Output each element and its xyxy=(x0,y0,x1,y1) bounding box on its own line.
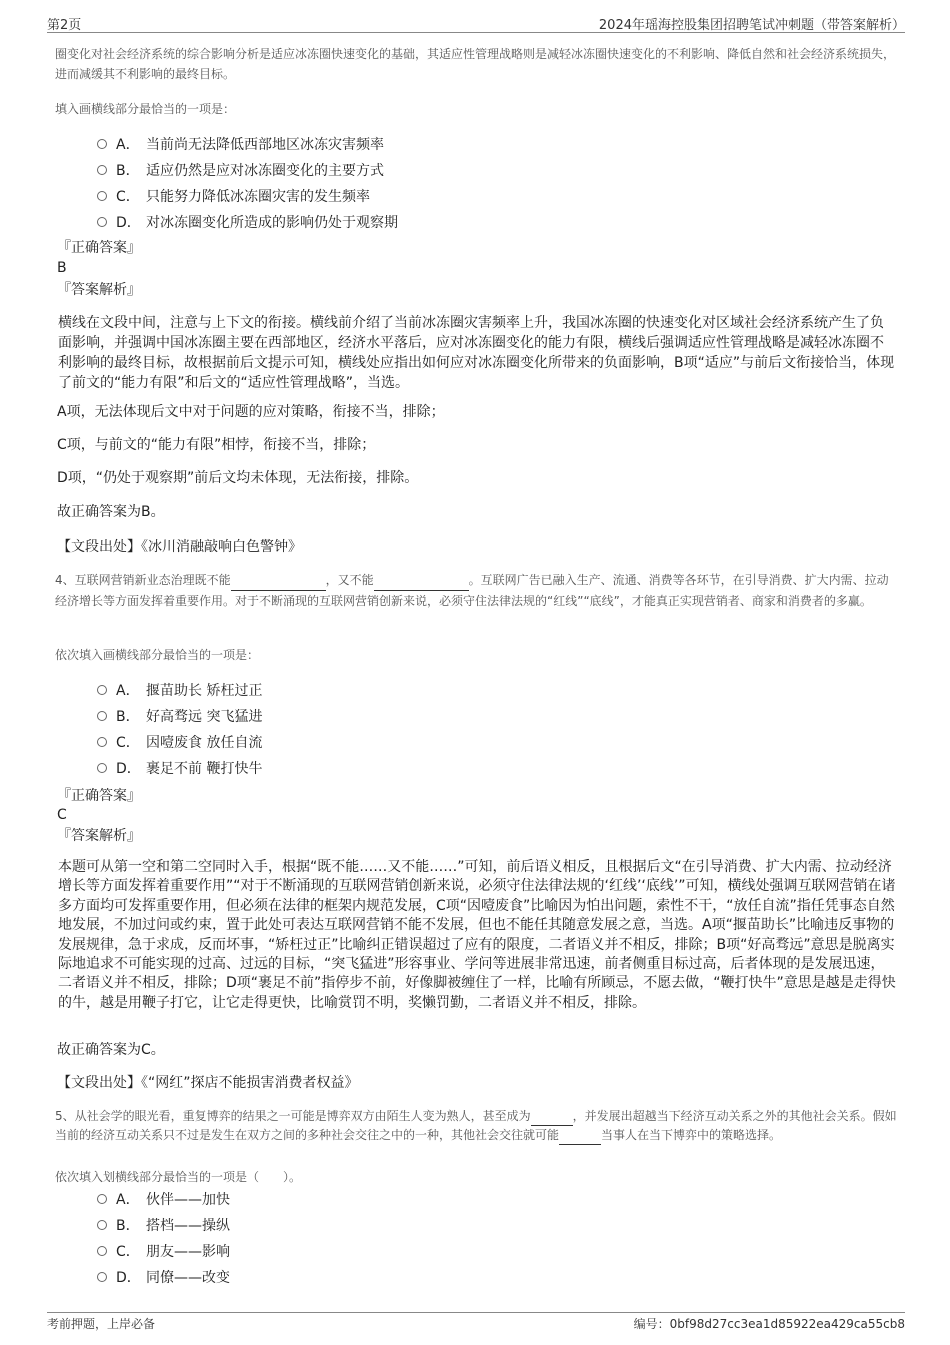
q4-option-a[interactable]: A． 揠苗助长 矫枉过正 xyxy=(97,681,262,701)
document-serial: 编号：0bf98d27cc3ea1d85922ea429ca55cb8 xyxy=(633,1317,905,1331)
document-title: 2024年瑶海控股集团招聘笔试冲刺题（带答案解析） xyxy=(598,18,905,33)
q3-option-b[interactable]: B． 适应仍然是应对冰冻圈变化的主要方式 xyxy=(97,161,384,181)
q3-analysis: 横线在文段中间，注意与上下文的衔接。横线前介绍了当前冰冻圈灾害频率上升，我国冰冻圈的快速变化对区域社会经济系统产生了负面影响，并强调中国冰冻圈主要在西部地区，经济水平落后，应对冰冻圈变化的能力有限，横线后强调适应性管理战略是减轻冰冻圈不利影响的最终目标，故根据前后文提示可知，横线处应指出如何应对冰冻圈变化所带来的负面影响，B项“适应”与前后文衔接恰当，体现了前文的“能力有限”和后文的“适应性管理战略”，当选。 xyxy=(58,315,895,391)
q4-option-c[interactable]: C． 因噎废食 放任自流 xyxy=(97,733,262,753)
q5-option-c[interactable]: C． 朋友——影响 xyxy=(97,1242,230,1262)
radio-icon[interactable] xyxy=(97,165,107,175)
radio-icon[interactable] xyxy=(97,763,107,773)
q5-stem: 5、从社会学的眼光看，重复博弈的结果之一可能是博弈双方由陌生人变为熟人，甚至成为 ，并发展出超越当下经济互动关系之外的其他社会关系。假如当前的经济互动关系只不过是发生在双方之间的多种社会交往之中的一种，其他社会交往就可能 当事人在当下博弈中的策略选择。 xyxy=(55,1107,897,1145)
radio-icon[interactable] xyxy=(97,139,107,149)
radio-icon[interactable] xyxy=(97,217,107,227)
blank-line xyxy=(374,570,469,591)
q4-answer: C xyxy=(57,807,67,823)
page-footer xyxy=(47,1312,905,1333)
radio-icon[interactable] xyxy=(97,685,107,695)
q4-analysis: 本题可从第一空和第二空同时入手，根据“既不能……又不能……”可知，前后语义相反，且根据后文“在引导消费、扩大内需、拉动经济增长等方面发挥着重要作用”“对于不断涌现的互联网营销创新来说，必须守住法律法规的‘红线’‘底线’”可知，横线处强调互联网营销在诸多方面均可发挥重要作用，但必须在法律的框架内规范发展，C项“因噎废食”比喻因为怕出问题，索性不干，“放任自流”指任凭事态自然地发展，不加过问或约束，置于此处可表达互联网营销不能不发展，但也不能任其随意发展之意，当选。A项“揠苗助长”比喻违反事物的发展规律，急于求成，反而坏事，“矫枉过正”比喻纠正错误超过了应有的限度，二者语义并不相反，排除；B项“好高骛远”意思是脱离实际地追求不可能实现的过高、过远的目标，“突飞猛进”形容事业、学问等进展非常迅速，前者侧重目标过高，后者体现的是发展迅速，二者语义并不相反，排除；D项“裹足不前”指停步不前，好像脚被缠住了一样，比喻有所顾忌，不愿去做，“鞭打快牛”意思是越是走得快的牛，越是用鞭子打它，让它走得更快，比喻赏罚不明，奖懒罚勤，二者语义并不相反，排除。 xyxy=(58,859,896,1011)
radio-icon[interactable] xyxy=(97,1220,107,1230)
q3-analysis-a: A项，无法体现后文中对于问题的应对策略，衔接不当，排除； xyxy=(57,404,445,420)
q3-stem-tail: 圈变化对社会经济系统的综合影响分析是适应冰冻圈快速变化的基础，其适应性管理战略则是减轻冰冻圈快速变化的不利影响、降低自然和社会经济系统损失，进而减缓其不利影响的最终目标。 xyxy=(55,47,896,81)
q3-prompt: 填入画横线部分最恰当的一项是： xyxy=(55,102,236,116)
q3-answer-label: 『正确答案』 xyxy=(57,240,141,256)
q5-option-a[interactable]: A． 伙伴——加快 xyxy=(97,1190,230,1210)
q3-analysis-d: D项，“仍处于观察期”前后文均未体现，无法衔接，排除。 xyxy=(57,470,419,486)
q4-source: 【文段出处】《“网红”探店不能损害消费者权益》 xyxy=(57,1075,359,1091)
page-header xyxy=(47,12,905,33)
q3-analysis-label: 『答案解析』 xyxy=(57,282,141,298)
q3-analysis-c: C项，与前文的“能力有限”相悖，衔接不当，排除； xyxy=(57,437,376,453)
radio-icon[interactable] xyxy=(97,1272,107,1282)
page-number: 第2页 xyxy=(47,18,82,33)
q4-stem: 4、互联网营销新业态治理既不能 ，又不能 。互联网广告已融入生产、流通、消费等各环节，在引导消费、扩大内需、拉动经济增长等方面发挥着重要作用。对于不断涌现的互联网营销创新来说，必须守住法律法规的“红线”“底线”，才能真正实现营销者、商家和消费者的多赢。 xyxy=(55,570,897,611)
q4-option-d[interactable]: D． 裹足不前 鞭打快牛 xyxy=(97,759,262,779)
q4-option-b[interactable]: B． 好高骛远 突飞猛进 xyxy=(97,707,262,727)
q3-conclusion: 故正确答案为B。 xyxy=(57,504,165,520)
q3-option-d[interactable]: D． 对冰冻圈变化所造成的影响仍处于观察期 xyxy=(97,213,398,233)
q5-prompt: 依次填入划横线部分最恰当的一项是（ ）。 xyxy=(55,1170,302,1184)
blank-line xyxy=(559,1126,601,1145)
q4-prompt: 依次填入画横线部分最恰当的一项是： xyxy=(55,648,260,662)
radio-icon[interactable] xyxy=(97,191,107,201)
q5-option-b[interactable]: B． 搭档——操纵 xyxy=(97,1216,230,1236)
radio-icon[interactable] xyxy=(97,737,107,747)
q5-option-d[interactable]: D． 同僚——改变 xyxy=(97,1268,230,1288)
q3-answer: B xyxy=(57,260,67,276)
radio-icon[interactable] xyxy=(97,1246,107,1256)
radio-icon[interactable] xyxy=(97,711,107,721)
q3-source: 【文段出处】《冰川消融敲响白色警钟》 xyxy=(57,539,302,555)
blank-line xyxy=(231,570,326,591)
q4-analysis-label: 『答案解析』 xyxy=(57,828,141,844)
q4-answer-label: 『正确答案』 xyxy=(57,788,141,804)
q4-conclusion: 故正确答案为C。 xyxy=(57,1042,165,1058)
q3-option-c[interactable]: C． 只能努力降低冰冻圈灾害的发生频率 xyxy=(97,187,370,207)
footer-slogan: 考前押题，上岸必备 xyxy=(47,1317,156,1331)
radio-icon[interactable] xyxy=(97,1194,107,1204)
q3-option-a[interactable]: A． 当前尚无法降低西部地区冰冻灾害频率 xyxy=(97,135,384,155)
blank-line xyxy=(531,1107,573,1126)
